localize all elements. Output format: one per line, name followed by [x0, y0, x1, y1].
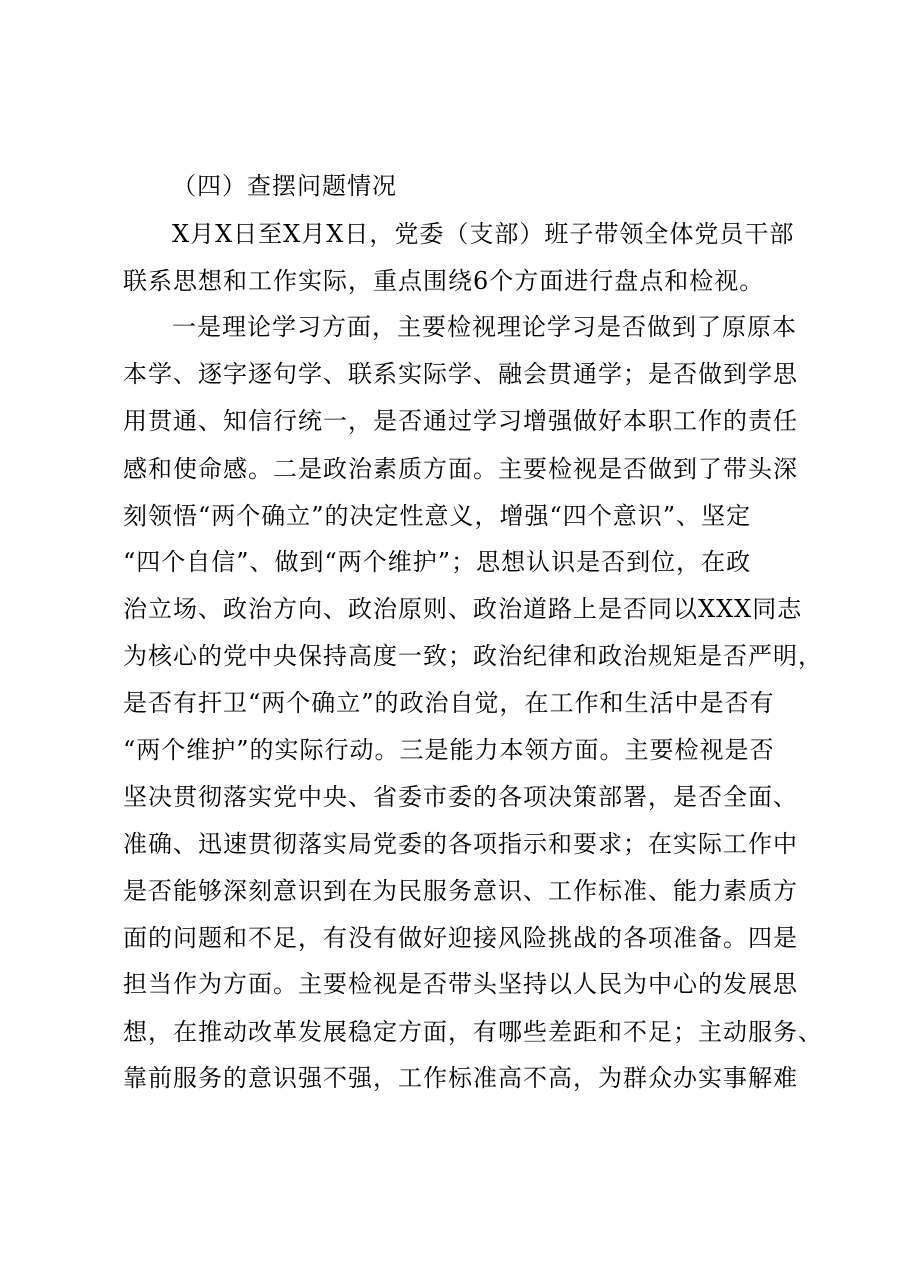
paragraph-1-line-2: 联系思想和工作实际，重点围绕6个方面进行盘点和检视。 [123, 267, 765, 295]
paragraph-2-line-1: 一是理论学习方面，主要检视理论学习是否做到了原原本 [172, 313, 797, 341]
paragraph-2-line-14: 面的问题和不足，有没有做好迎接风险挑战的各项准备。四是 [123, 924, 798, 952]
section-heading: （四）查摆问题情况 [172, 172, 397, 200]
paragraph-2-line-2: 本学、逐字逐句学、联系实际学、融会贯通学；是否做到学思 [123, 360, 798, 388]
paragraph-2-line-3: 用贯通、知信行统一，是否通过学习增强做好本职工作的责任 [123, 407, 798, 435]
paragraph-2-line-7: 治立场、政治方向、政治原则、政治道路上是否同以XXX同志 [123, 595, 803, 623]
paragraph-2-line-9: 是否有扞卫“两个确立”的政治自觉，在工作和生活中是否有 [123, 689, 775, 717]
paragraph-2-line-5: 刻领悟“两个确立”的决定性意义，增强“四个意识”、坚定 [123, 502, 752, 530]
paragraph-2-line-8: 为核心的党中央保持高度一致；政治纪律和政治规矩是否严明， [123, 642, 823, 670]
paragraph-2-line-12: 准确、迅速贯彻落实局党委的各项指示和要求；在实际工作中 [123, 830, 798, 858]
paragraph-2-line-11: 坚决贯彻落实党中央、省委市委的各项决策部署，是否全面、 [123, 783, 798, 811]
paragraph-2-line-4: 感和使命感。二是政治素质方面。主要检视是否做到了带头深 [123, 455, 798, 483]
paragraph-1-line-1: X月X日至X月X日，党委（支部）班子带领全体党员干部 [172, 220, 795, 248]
paragraph-2-line-6: “四个自信”、做到“两个维护”；思想认识是否到位，在政 [123, 548, 752, 576]
paragraph-2-line-15: 担当作为方面。主要检视是否带头坚持以人民为中心的发展思 [123, 970, 798, 998]
paragraph-2-line-10: “两个维护”的实际行动。三是能力本领方面。主要检视是否 [123, 736, 775, 764]
paragraph-2-line-16: 想，在推动改革发展稳定方面，有哪些差距和不足；主动服务、 [123, 1018, 823, 1046]
paragraph-2-line-13: 是否能够深刻意识到在为民服务意识、工作标准、能力素质方 [123, 877, 798, 905]
paragraph-2-line-17: 靠前服务的意识强不强，工作标准高不高，为群众办实事解难 [123, 1064, 798, 1092]
